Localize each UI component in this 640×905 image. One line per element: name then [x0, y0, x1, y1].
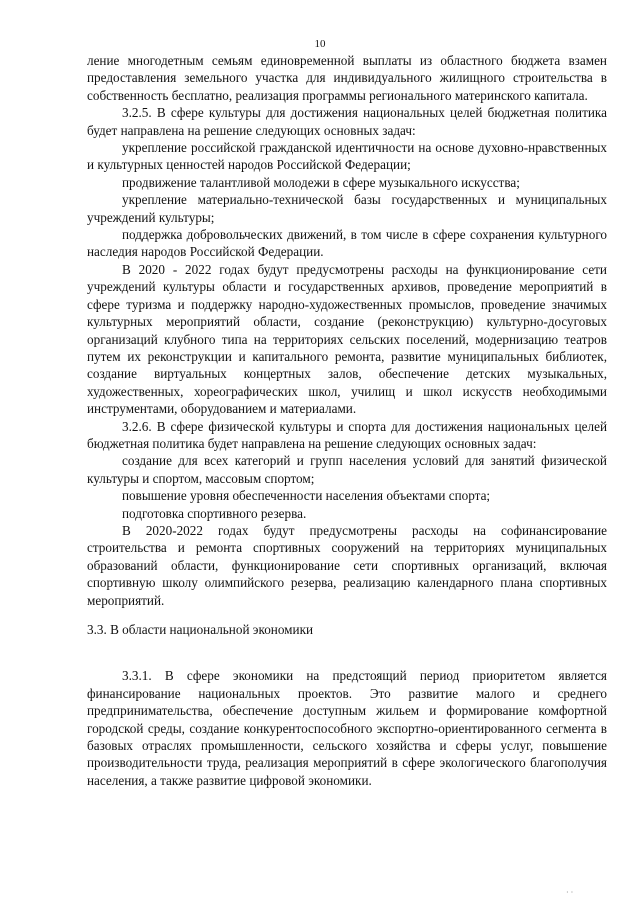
paragraph-economy: 3.3.1. В сфере экономики на предстоящий период приоритетом является финансирование национальных проектов. Это развитие малого и среднего предпринимательства, обеспечение доступным жильем и формирование комфортной городской среды, создание конкурентоспособного экспортно-ориентированного сегмента в базовых отраслях промышленности, сельского хозяйства и сферы услуг, повышение производительности труда, реализация мероприятий в сфере экологического благополучия населения, а также развитие цифровой экономики.: [87, 668, 607, 788]
paragraph-sport-intro: 3.2.6. В сфере физической культуры и спорта для достижения национальных целей бюджетная политика будет направлена на решение следующих основных задач:: [87, 418, 607, 451]
paragraph-continuation: ление многодетным семьям единовременной выплаты из областного бюджета взамен предоставления земельного участка для индивидуального жилищного строительства в собственность бесплатно, реализация программы регионального материнского капитала.: [87, 53, 607, 103]
page-number: 10: [314, 38, 326, 50]
list-item-identity: укрепление российской гражданской идентичности на основе духовно-нравственных и культурных ценностей народов Российской Федерации;: [87, 140, 607, 173]
list-item-infrastructure: укрепление материально-технической базы государственных и муниципальных учреждений культуры;: [87, 192, 607, 225]
paragraph-sport-expenses: В 2020-2022 годах будут предусмотрены расходы на софинансирование строительства и ремонта спортивных сооружений на территориях муниципальных образований области, функционирование сети спортивных организаций, включая спортивную школу олимпийского резерва, реализацию календарного плана спортивных мероприятий.: [87, 522, 607, 608]
list-item-volunteer: поддержка добровольческих движений, в том числе в сфере сохранения культурного наследия народов Российской Федерации.: [87, 227, 607, 260]
spacer: [87, 650, 607, 667]
section-heading: 3.3. В области национальной экономики: [87, 622, 314, 637]
paragraph-culture-intro: 3.2.5. В сфере культуры для достижения национальных целей бюджетная политика будет направлена на решение следующих основных задач:: [87, 105, 607, 138]
scan-mark: · ·: [566, 888, 574, 897]
list-item-sport-reserve: подготовка спортивного резерва.: [122, 505, 307, 521]
document-body: [87, 52, 607, 789]
list-item-sport-conditions: создание для всех категорий и групп населения условий для занятий физической культуры и спортом, массовым спортом;: [87, 453, 607, 486]
list-item-sport-facilities: повышение уровня обеспеченности населения объектами спорта;: [122, 488, 491, 504]
paragraph-culture-expenses: В 2020 - 2022 годах будут предусмотрены расходы на функционирование сети учреждений культуры области и государственных архивов, проведение мероприятий в сфере туризма и поддержку народно-художественных промыслов, проведение значимых культурных мероприятий области, создание (реконструкцию) культурно-досуговых организаций клубного типа на территориях сельских поселений, модернизацию театров путем их реконструкции и капитального ремонта, развитие муниципальных библиотек, создание виртуальных концертных залов, обеспечение детских музыкальных, художественных, хореографических школ, училищ и школ искусств необходимыми инструментами, оборудованием и материалами.: [87, 261, 607, 417]
list-item-youth: продвижение талантливой молодежи в сфере музыкального искусства;: [122, 174, 520, 190]
